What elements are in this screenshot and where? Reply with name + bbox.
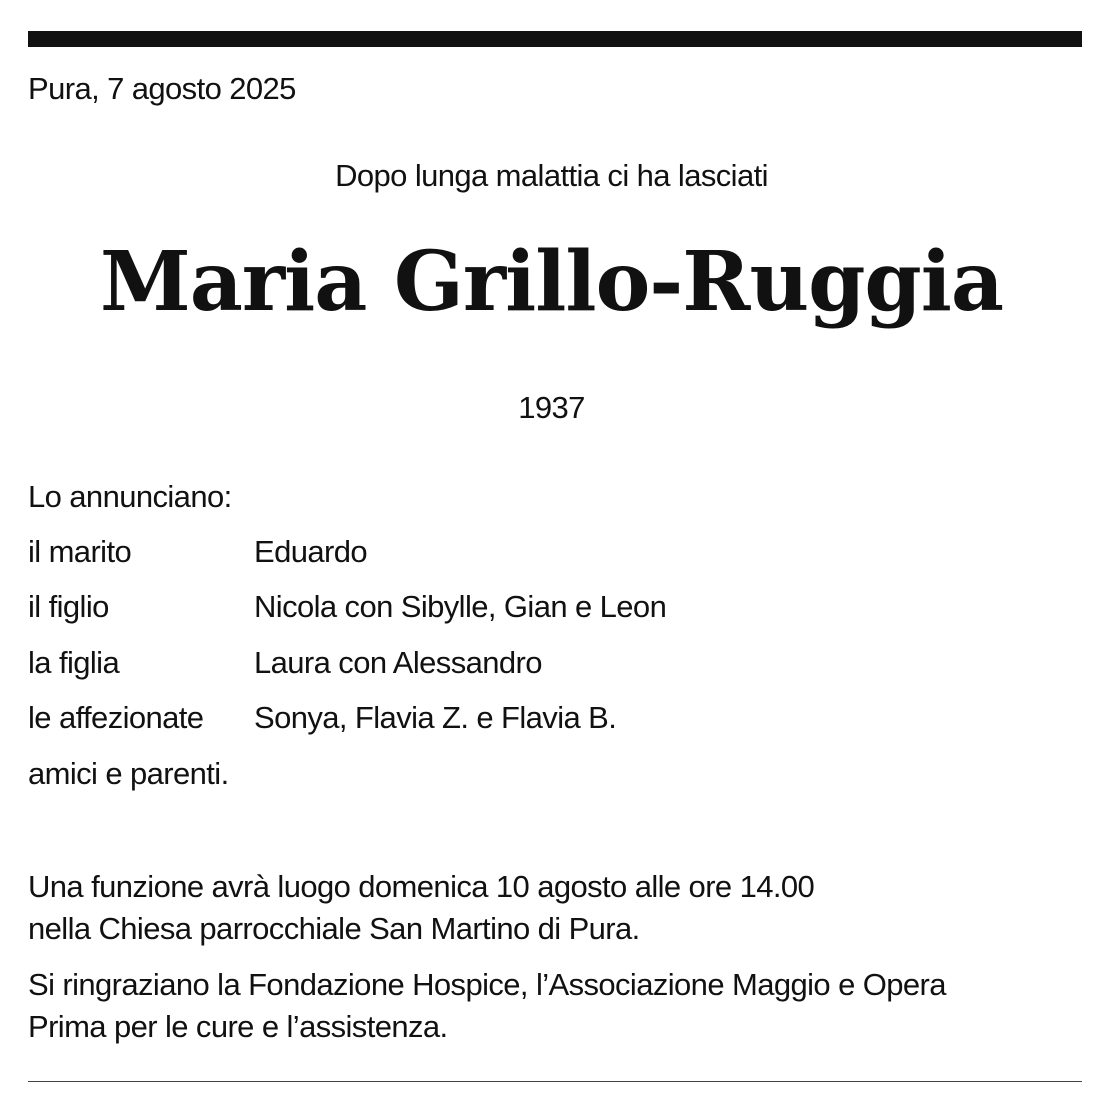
birth-year: 1937 [518, 390, 585, 425]
thanks-paragraph [28, 964, 1088, 1048]
family-row [28, 588, 928, 626]
top-rule [28, 31, 1082, 47]
family-relation: la figlia [28, 645, 120, 680]
family-names: Nicola con Sibylle, Gian e Leon [254, 589, 667, 624]
family-names: Laura con Alessandro [254, 645, 542, 680]
bottom-rule [28, 1081, 1082, 1082]
family-row [28, 699, 928, 737]
service-paragraph [28, 866, 1088, 950]
thanks-line: Prima per le cure e l’assistenza. [28, 1009, 448, 1044]
family-row [28, 644, 928, 682]
deceased-name: Maria Grillo-Ruggia [99, 234, 1004, 330]
intro-line: Dopo lunga malattia ci ha lasciati [335, 158, 768, 193]
family-row [28, 533, 928, 571]
service-line: Una funzione avrà luogo domenica 10 agosto alle ore 14.00 [28, 869, 815, 904]
thanks-line: Si ringraziano la Fondazione Hospice, l’Associazione Maggio e Opera [28, 967, 946, 1002]
family-names: Sonya, Flavia Z. e Flavia B. [254, 700, 617, 735]
family-relation: il figlio [28, 589, 109, 624]
family-relation: il marito [28, 534, 132, 569]
closing-line: amici e parenti. [28, 756, 229, 791]
service-line: nella Chiesa parrocchiale San Martino di Pura. [28, 911, 640, 946]
family-relation: le affezionate [28, 700, 204, 735]
announce-heading: Lo annunciano: [28, 479, 232, 514]
family-names: Eduardo [254, 534, 368, 569]
place-date: Pura, 7 agosto 2025 [28, 71, 296, 106]
